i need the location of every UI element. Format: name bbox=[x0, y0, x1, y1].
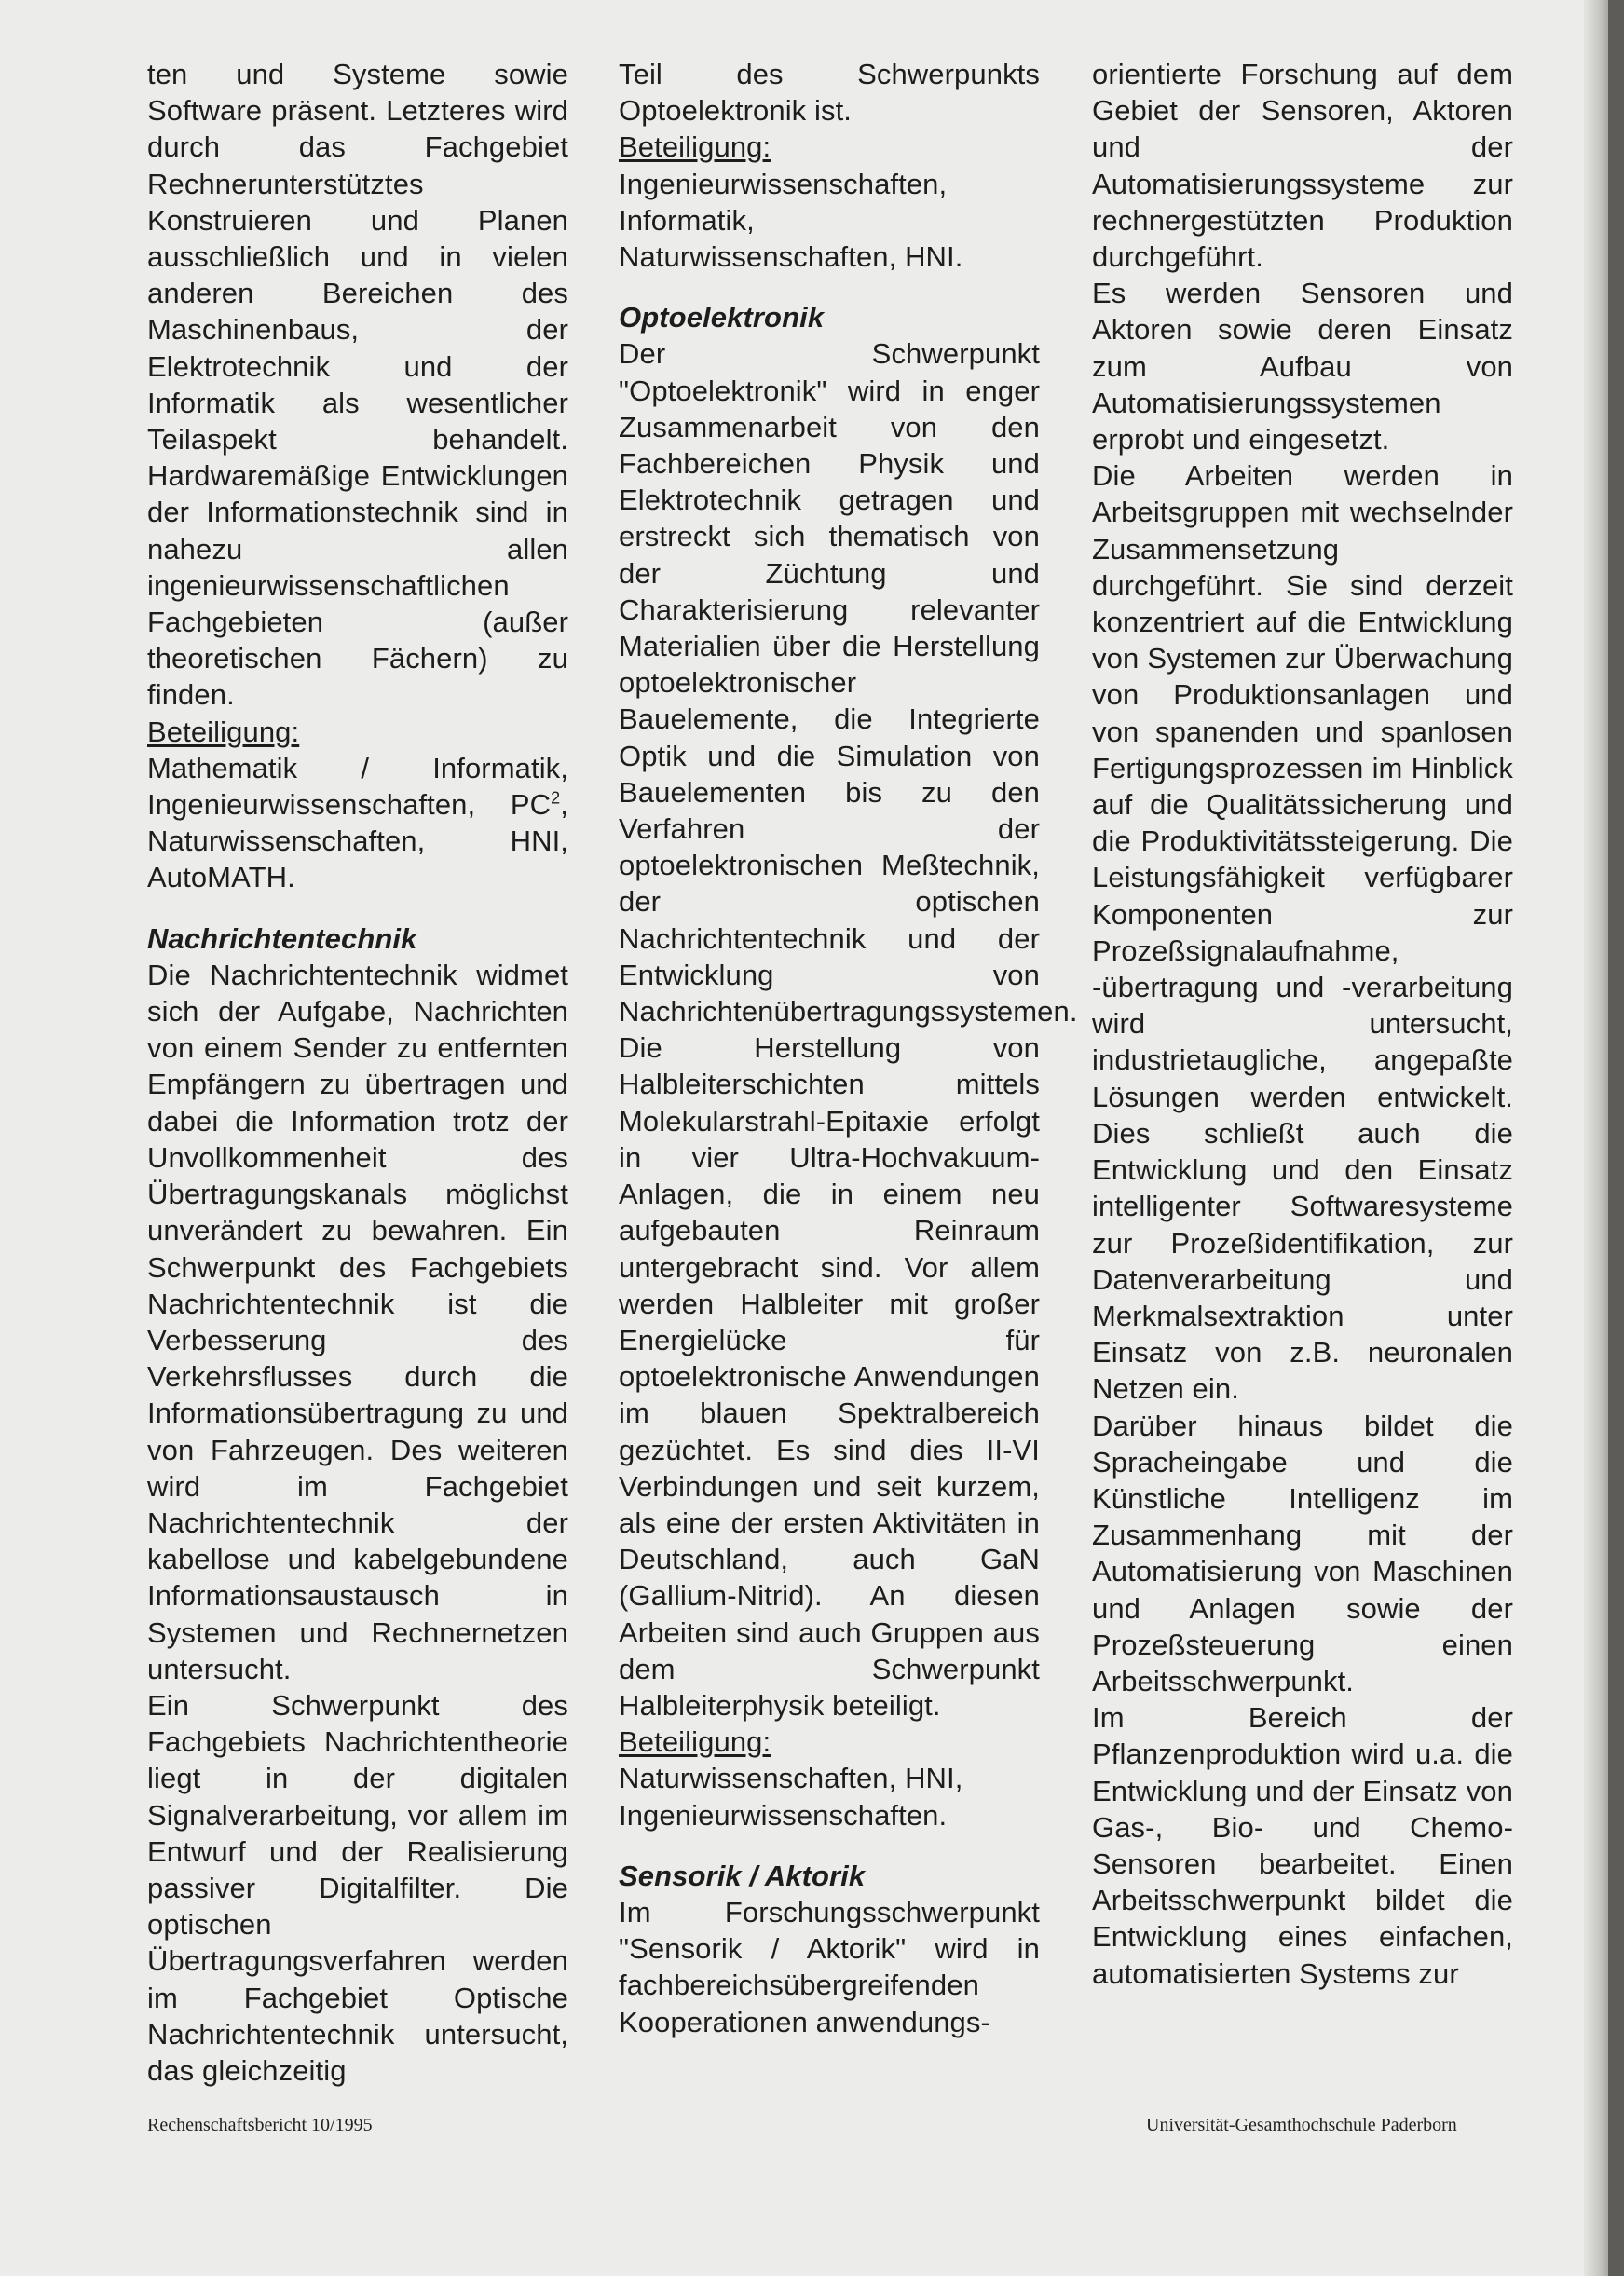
footer-university: Universität-Gesamthochschule Paderborn bbox=[1146, 2115, 1457, 2135]
paragraph bbox=[147, 750, 568, 896]
label-paragraph bbox=[619, 1724, 1040, 1760]
section-heading-optoelektronik: Optoelektronik bbox=[619, 301, 825, 334]
paragraph: ten und Systeme sowie Software präsent. Letzteres wird durch das Fachgebiet Rechnerunterstütztes Konstruieren und Planen ausschließlich und in vielen anderen Bereichen des Maschinenbaus, der Elektrotechnik und der Informatik als wesentlicher Teilaspekt behandelt. Hardwaremäßige Entwicklungen der Informationstechnik sind in nahezu allen ingenieurwissenschaftlichen Fachgebieten (außer theoretischen Fächern) zu finden. bbox=[147, 58, 568, 712]
column-1 bbox=[147, 56, 568, 2089]
paragraph: orientierte Forschung auf dem Gebiet der Sensoren, Aktoren und der Automatisierungssysteme zur rechnergestützten Produktion durchgeführt. bbox=[1092, 58, 1513, 274]
paragraph: Der Schwerpunkt "Optoelektronik" wird in enger Zusammenarbeit von den Fachbereichen Physik und Elektrotechnik getragen und erstreckt sich thematisch von der Züchtung und Charakterisierung relevanter Materialien über die Herstellung optoelektronischer Bauelemente, die Integrierte Optik und die Simulation von Bauelementen bis zu den Verfahren der optoelektronischen Meßtechnik, der optischen Nachrichtentechnik und der Entwicklung von Nachrichtenübertragungssystemen. Die Herstellung von Halbleiterschichten mittels Molekularstrahl-Epitaxie erfolgt in vier Ultra-Hochvakuum-Anlagen, die in einem neu aufgebauten Reinraum untergebracht sind. Vor allem werden Halbleiter mit großer Energielücke für optoelektronische Anwendungen im blauen Spektralbereich gezüchtet. Es sind dies II-VI Verbindungen und seit kurzem, als eine der ersten Aktivitäten in Deutschland, auch GaN (Gallium-Nitrid). An diesen Arbeiten sind auch Gruppen aus dem Schwerpunkt Halbleiterphysik beteiligt. bbox=[619, 337, 1078, 1722]
paragraph: Naturwissenschaften, HNI, Ingenieurwissenschaften. bbox=[619, 1762, 963, 1832]
page-edge bbox=[1584, 0, 1608, 2276]
label-paragraph bbox=[147, 714, 568, 750]
paragraph: Ein Schwerpunkt des Fachgebiets Nachrichtentheorie liegt in der digitalen Signalverarbeitung, vor allem im Entwurf und der Realisierung passiver Digitalfilter. Die optischen Übertragungsverfahren werden im Fachgebiet Optische Nachrichtentechnik untersucht, das gleichzeitig bbox=[147, 1688, 568, 2087]
section-heading-nachrichtentechnik: Nachrichtentechnik bbox=[147, 921, 417, 955]
paragraph: Darüber hinaus bildet die Spracheingabe und die Künstliche Intelligenz im Zusammenhang mit der Automatisierung von Maschinen und Anlagen sowie der Prozeßsteuerung einen Arbeitsschwerpunkt. bbox=[1092, 1409, 1513, 1697]
paragraph: Die Arbeiten werden in Arbeitsgruppen mit wechselnder Zusammensetzung durchgeführt. Sie sind derzeit konzentriert auf die Entwicklung von Systemen zur Überwachung von Produktionsanlagen und von spanenden und spanlosen Fertigungsprozessen im Hinblick auf die Qualitätssicherung und die Produktivitätssteigerung. Die Leistungsfähigkeit verfügbarer Komponenten zur Prozeßsignalaufnahme, -übertragung und -verarbeitung wird untersucht, industrietaugliche, angepaßte Lösungen werden entwickelt. Dies schließt auch die Entwicklung und den Einsatz intelligenter Softwaresysteme zur Prozeßidentifikation, zur Datenverarbeitung und Merkmalsextraktion unter Einsatz von z.B. neuronalen Netzen ein. bbox=[1092, 459, 1513, 1406]
paragraph: Teil des Schwerpunkts Optoelektronik ist. bbox=[619, 58, 1040, 128]
paragraph: Die Nachrichtentechnik widmet sich der Aufgabe, Nachrichten von einem Sender zu entfernten Empfängern zu übertragen und dabei die Information trotz der Unvollkommenheit des Übertragungskanals möglichst unverändert zu bewahren. Ein Schwerpunkt des Fachgebiets Nachrichtentechnik ist die Verbesserung des Verkehrsflusses durch die Informationsübertragung zu und von Fahrzeugen. Des weiteren wird im Fachgebiet Nachrichtentechnik der kabellose und kabelgebundene Informationsaustausch in Systemen und Rechnernetzen untersucht. bbox=[147, 958, 568, 1685]
column-3 bbox=[1092, 56, 1513, 1992]
column-2 bbox=[619, 56, 1078, 2040]
paragraph: Es werden Sensoren und Aktoren sowie deren Einsatz zum Aufbau von Automatisierungssystemen erprobt und eingesetzt. bbox=[1092, 277, 1513, 457]
beteiligung-label: Beteiligung: bbox=[147, 715, 300, 748]
section-heading-sensorik-aktorik: Sensorik / Aktorik bbox=[619, 1859, 866, 1892]
paragraph-text: Mathematik / Informatik, Ingenieurwissenschaften, PC bbox=[147, 751, 568, 822]
paragraph: Ingenieurwissenschaften, Informatik, Naturwissenschaften, HNI. bbox=[619, 167, 963, 274]
footer-report-title: Rechenschaftsbericht 10/1995 bbox=[147, 2115, 373, 2135]
paragraph: Im Bereich der Pflanzenproduktion wird u.a. die Entwicklung und der Einsatz von Gas-, Bio- und Chemo-Sensoren bearbeitet. Einen Arbeitsschwerpunkt bildet die Entwicklung eines einfachen, automatisierten Systems zur bbox=[1092, 1701, 1513, 1990]
paragraph-text: , Naturwissenschaften, HNI, AutoMATH. bbox=[147, 788, 568, 894]
label-paragraph bbox=[619, 129, 1040, 165]
beteiligung-label: Beteiligung: bbox=[619, 130, 771, 164]
beteiligung-label: Beteiligung: bbox=[619, 1725, 771, 1759]
superscript: 2 bbox=[551, 788, 561, 808]
paragraph: Im Forschungsschwerpunkt "Sensorik / Aktorik" wird in fachbereichsübergreifenden Kooperationen anwendungs- bbox=[619, 1895, 1040, 2038]
